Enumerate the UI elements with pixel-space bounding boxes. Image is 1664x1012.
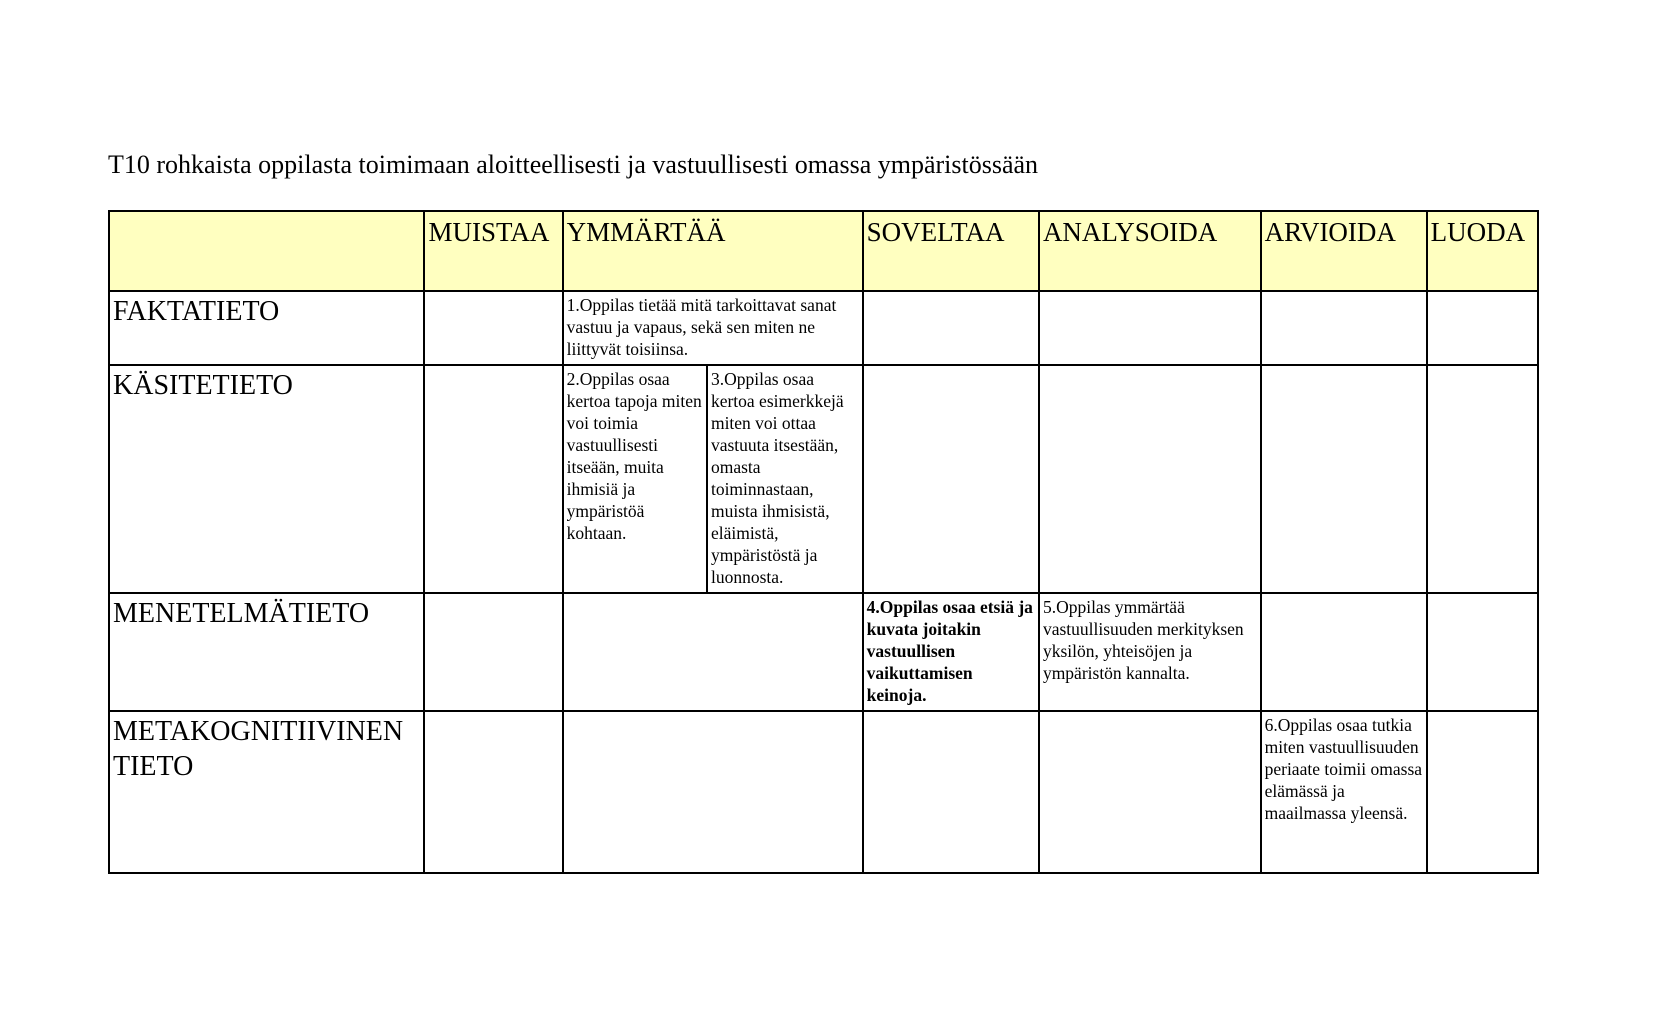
cell-faktatieto-analysoida xyxy=(1039,291,1261,365)
cell-menetelmatieto-soveltaa: 4.Oppilas osaa etsiä ja kuvata joitakin vastuullisen vaikuttamisen keinoja. xyxy=(863,593,1039,711)
row-label-metakognitiivinen xyxy=(109,711,424,873)
header-soveltaa: SOVELTAA xyxy=(863,211,1039,291)
header-luoda: LUODA xyxy=(1427,211,1538,291)
row-metakognitiivinen xyxy=(109,711,1538,873)
cell-faktatieto-soveltaa xyxy=(863,291,1039,365)
row-kasitetieto xyxy=(109,365,1538,593)
header-arvioida: ARVIOIDA xyxy=(1261,211,1427,291)
taxonomy-table xyxy=(108,210,1539,874)
document-title: T10 rohkaista oppilasta toimimaan aloitteellisesti ja vastuullisesti omassa ympäristössään xyxy=(108,150,1039,179)
cell-menetelmatieto-luoda xyxy=(1427,593,1538,711)
row-menetelmatieto xyxy=(109,593,1538,711)
cell-faktatieto-luoda xyxy=(1427,291,1538,365)
cell-metakognitiivinen-luoda xyxy=(1427,711,1538,873)
header-row xyxy=(109,211,1538,291)
cell-kasitetieto-ymmartaa-2: 3.Oppilas osaa kertoa esimerkkejä miten voi ottaa vastuuta itsestään, omasta toiminnastaan, muista ihmisistä, eläimistä, ympäristöstä ja luonnosta. xyxy=(707,365,863,593)
cell-faktatieto-muistaa xyxy=(424,291,562,365)
row-label-metakognitiivinen-line2: TIETO xyxy=(113,751,194,782)
row-label-kasitetieto: KÄSITETIETO xyxy=(109,365,424,593)
cell-kasitetieto-ymmartaa-1: 2.Oppilas osaa kertoa tapoja miten voi toimia vastuullisesti itseään, muita ihmisiä ja ympäristöä kohtaan. xyxy=(563,365,707,593)
cell-metakognitiivinen-soveltaa xyxy=(863,711,1039,873)
cell-faktatieto-arvioida xyxy=(1261,291,1427,365)
header-corner-cell xyxy=(109,211,424,291)
header-analysoida: ANALYSOIDA xyxy=(1039,211,1261,291)
cell-faktatieto-ymmartaa: 1.Oppilas tietää mitä tarkoittavat sanat vastuu ja vapaus, sekä sen miten ne liittyvät toisiinsa. xyxy=(563,291,863,365)
cell-kasitetieto-analysoida xyxy=(1039,365,1261,593)
header-ymmartaa: YMMÄRTÄÄ xyxy=(563,211,863,291)
cell-metakognitiivinen-analysoida xyxy=(1039,711,1261,873)
cell-menetelmatieto-muistaa xyxy=(424,593,562,711)
cell-kasitetieto-soveltaa xyxy=(863,365,1039,593)
cell-menetelmatieto-analysoida: 5.Oppilas ymmärtää vastuullisuuden merkityksen yksilön, yhteisöjen ja ympäristön kannalta. xyxy=(1039,593,1261,711)
cell-kasitetieto-luoda xyxy=(1427,365,1538,593)
cell-menetelmatieto-ymmartaa xyxy=(563,593,863,711)
row-faktatieto xyxy=(109,291,1538,365)
cell-metakognitiivinen-muistaa xyxy=(424,711,562,873)
cell-kasitetieto-muistaa xyxy=(424,365,562,593)
cell-metakognitiivinen-arvioida: 6.Oppilas osaa tutkia miten vastuullisuuden periaate toimii omassa elämässä ja maailmassa yleensä. xyxy=(1261,711,1427,873)
cell-kasitetieto-arvioida xyxy=(1261,365,1427,593)
cell-metakognitiivinen-ymmartaa xyxy=(563,711,863,873)
header-muistaa: MUISTAA xyxy=(424,211,562,291)
row-label-menetelmatieto: MENETELMÄTIETO xyxy=(109,593,424,711)
row-label-metakognitiivinen-line1: METAKOGNITIIVINEN xyxy=(113,716,404,747)
row-label-faktatieto: FAKTATIETO xyxy=(109,291,424,365)
cell-menetelmatieto-arvioida xyxy=(1261,593,1427,711)
